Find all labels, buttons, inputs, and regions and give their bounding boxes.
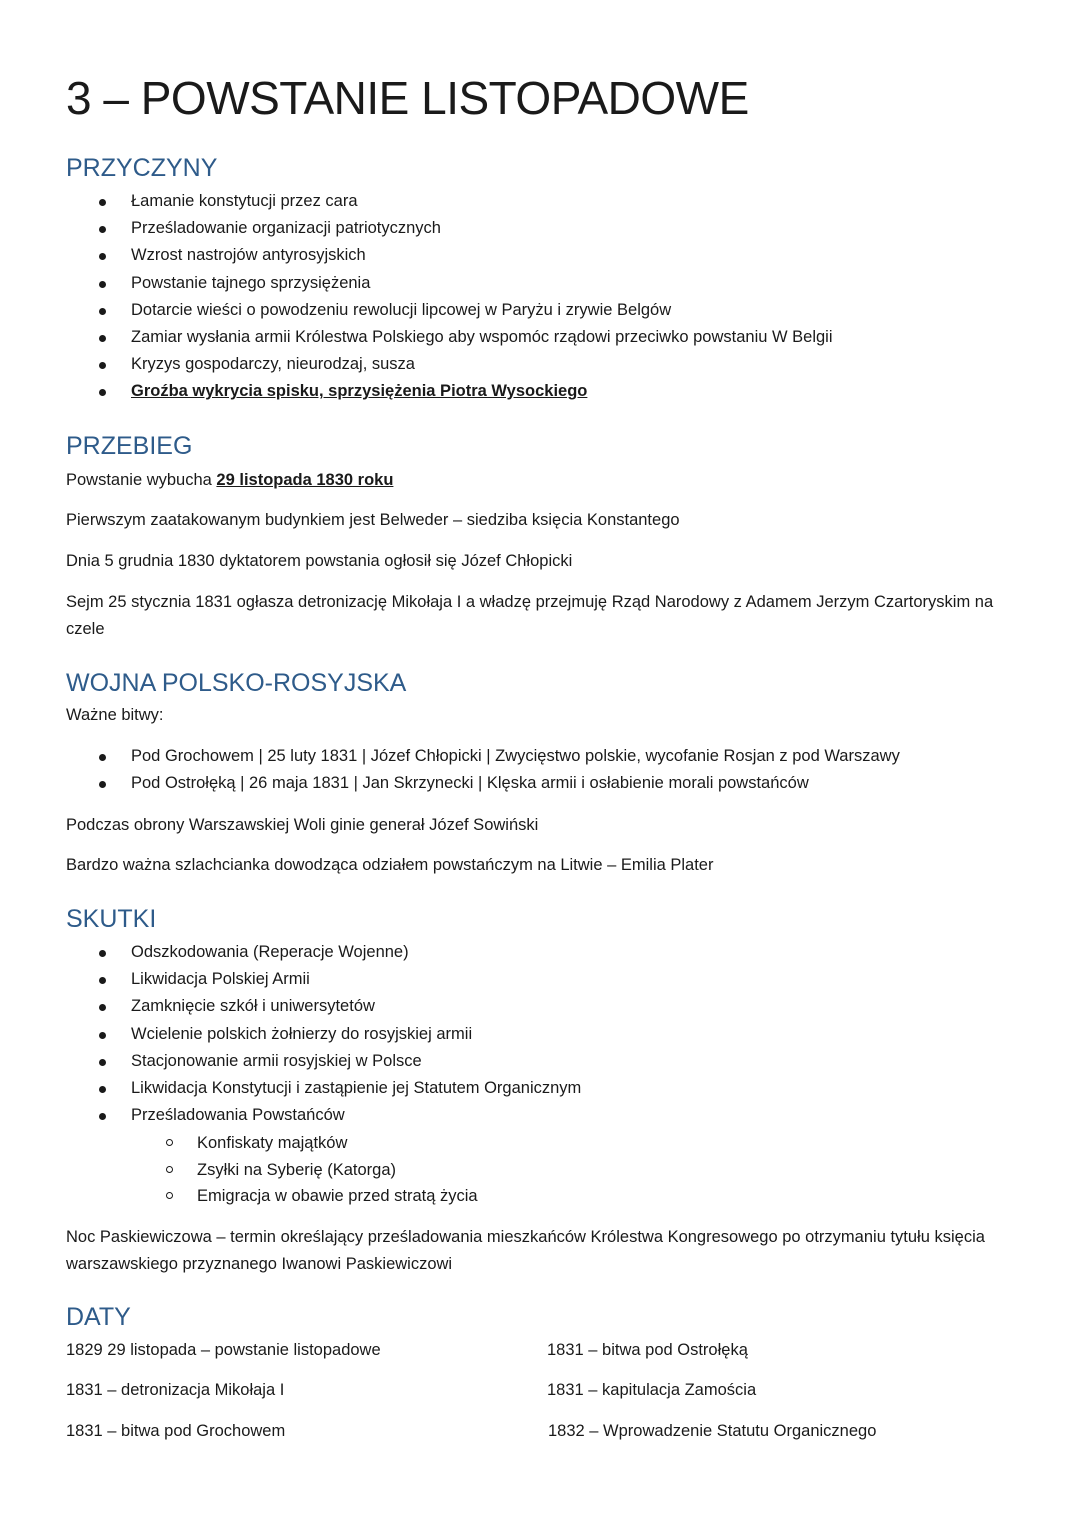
sub-list-item: Zsyłki na Syberię (Katorga)	[0, 1157, 478, 1184]
list-item: Powstanie tajnego sprzysiężenia	[0, 270, 833, 297]
list-item: Odszkodowania (Reperacje Wojenne)	[0, 939, 581, 966]
list-item: Pod Grochowem | 25 luty 1831 | Józef Chłopicki | Zwycięstwo polskie, wycofanie Rosjan z pod Warszawy	[0, 743, 900, 770]
list-item: Wcielenie polskich żołnierzy do rosyjskiej armii	[0, 1021, 581, 1048]
list-item: Kryzys gospodarczy, nieurodzaj, susza	[0, 351, 833, 378]
skutki-sublist	[0, 1130, 478, 1210]
date-entry: 1831 – bitwa pod Ostrołęką	[547, 1341, 748, 1359]
page-title: 3 – POWSTANIE LISTOPADOWE	[66, 72, 749, 124]
wojna-paragraph-1: Podczas obrony Warszawskiej Woli ginie generał Józef Sowiński	[66, 816, 539, 834]
skutki-paragraph-1: Noc Paskiewiczowa – termin określający prześladowania mieszkańców Królestwa Kongresowego po otrzymaniu tytułu księcia warszawskiego przyznanego Iwanowi Paskiewiczowi	[66, 1228, 985, 1273]
list-item: Prześladowanie organizacji patriotycznych	[0, 215, 833, 242]
przebieg-paragraph-2: Pierwszym zaatakowanym budynkiem jest Belweder – siedziba księcia Konstantego	[66, 511, 680, 529]
section-heading-wojna: WOJNA POLSKO-ROSYJSKA	[66, 669, 407, 697]
section-heading-daty: DATY	[66, 1303, 131, 1331]
paragraph-text: Powstanie wybucha	[66, 471, 217, 489]
date-entry: 1831 – bitwa pod Grochowem	[66, 1422, 286, 1440]
outbreak-date: 29 listopada 1830 roku	[216, 471, 394, 489]
date-entry: 1831 – kapitulacja Zamościa	[547, 1381, 757, 1399]
list-item: Prześladowania Powstańców	[0, 1102, 581, 1129]
list-item-text: Groźba wykrycia spisku, sprzysiężenia Piotra Wysockiego	[131, 382, 588, 401]
section-heading-skutki: SKUTKI	[66, 905, 157, 933]
battles-list	[0, 743, 900, 797]
list-item: Likwidacja Polskiej Armii	[0, 966, 581, 993]
sub-list-item: Konfiskaty majątków	[0, 1130, 478, 1157]
list-item: Dotarcie wieści o powodzeniu rewolucji lipcowej w Paryżu i zrywie Belgów	[0, 297, 833, 324]
date-entry: 1829 29 listopada – powstanie listopadowe	[66, 1341, 381, 1359]
list-item: Likwidacja Konstytucji i zastąpienie jej Statutem Organicznym	[0, 1075, 581, 1102]
przyczyny-list	[0, 188, 833, 406]
wojna-paragraph-2: Bardzo ważna szlachcianka dowodząca odziałem powstańczym na Litwie – Emilia Plater	[66, 856, 714, 874]
section-heading-przyczyny: PRZYCZYNY	[66, 154, 218, 182]
list-item: Pod Ostrołęką | 26 maja 1831 | Jan Skrzynecki | Klęska armii i osłabienie morali powstańców	[0, 770, 900, 797]
skutki-list	[0, 939, 581, 1129]
przebieg-paragraph-3: Dnia 5 grudnia 1830 dyktatorem powstania ogłosił się Józef Chłopicki	[66, 552, 573, 570]
wojna-intro: Ważne bitwy:	[66, 706, 164, 724]
date-entry: 1832 – Wprowadzenie Statutu Organicznego	[548, 1422, 877, 1440]
list-item: Stacjonowanie armii rosyjskiej w Polsce	[0, 1048, 581, 1075]
przebieg-paragraph-4: Sejm 25 stycznia 1831 ogłasza detronizację Mikołaja I a władzę przejmuję Rząd Narodowy z Adamem Jerzym Czartoryskim na czele	[66, 593, 994, 638]
list-item-emphasized	[0, 378, 833, 405]
sub-list-item: Emigracja w obawie przed stratą życia	[0, 1183, 478, 1210]
list-item: Zamknięcie szkół i uniwersytetów	[0, 993, 581, 1020]
section-heading-przebieg: PRZEBIEG	[66, 432, 193, 460]
list-item: Wzrost nastrojów antyrosyjskich	[0, 242, 833, 269]
date-entry: 1831 – detronizacja Mikołaja I	[66, 1381, 285, 1399]
przebieg-paragraph-1	[66, 467, 1006, 494]
list-item: Łamanie konstytucji przez cara	[0, 188, 833, 215]
list-item: Zamiar wysłania armii Królestwa Polskiego aby wspomóc rządowi przeciwko powstaniu W Belgii	[0, 324, 833, 351]
